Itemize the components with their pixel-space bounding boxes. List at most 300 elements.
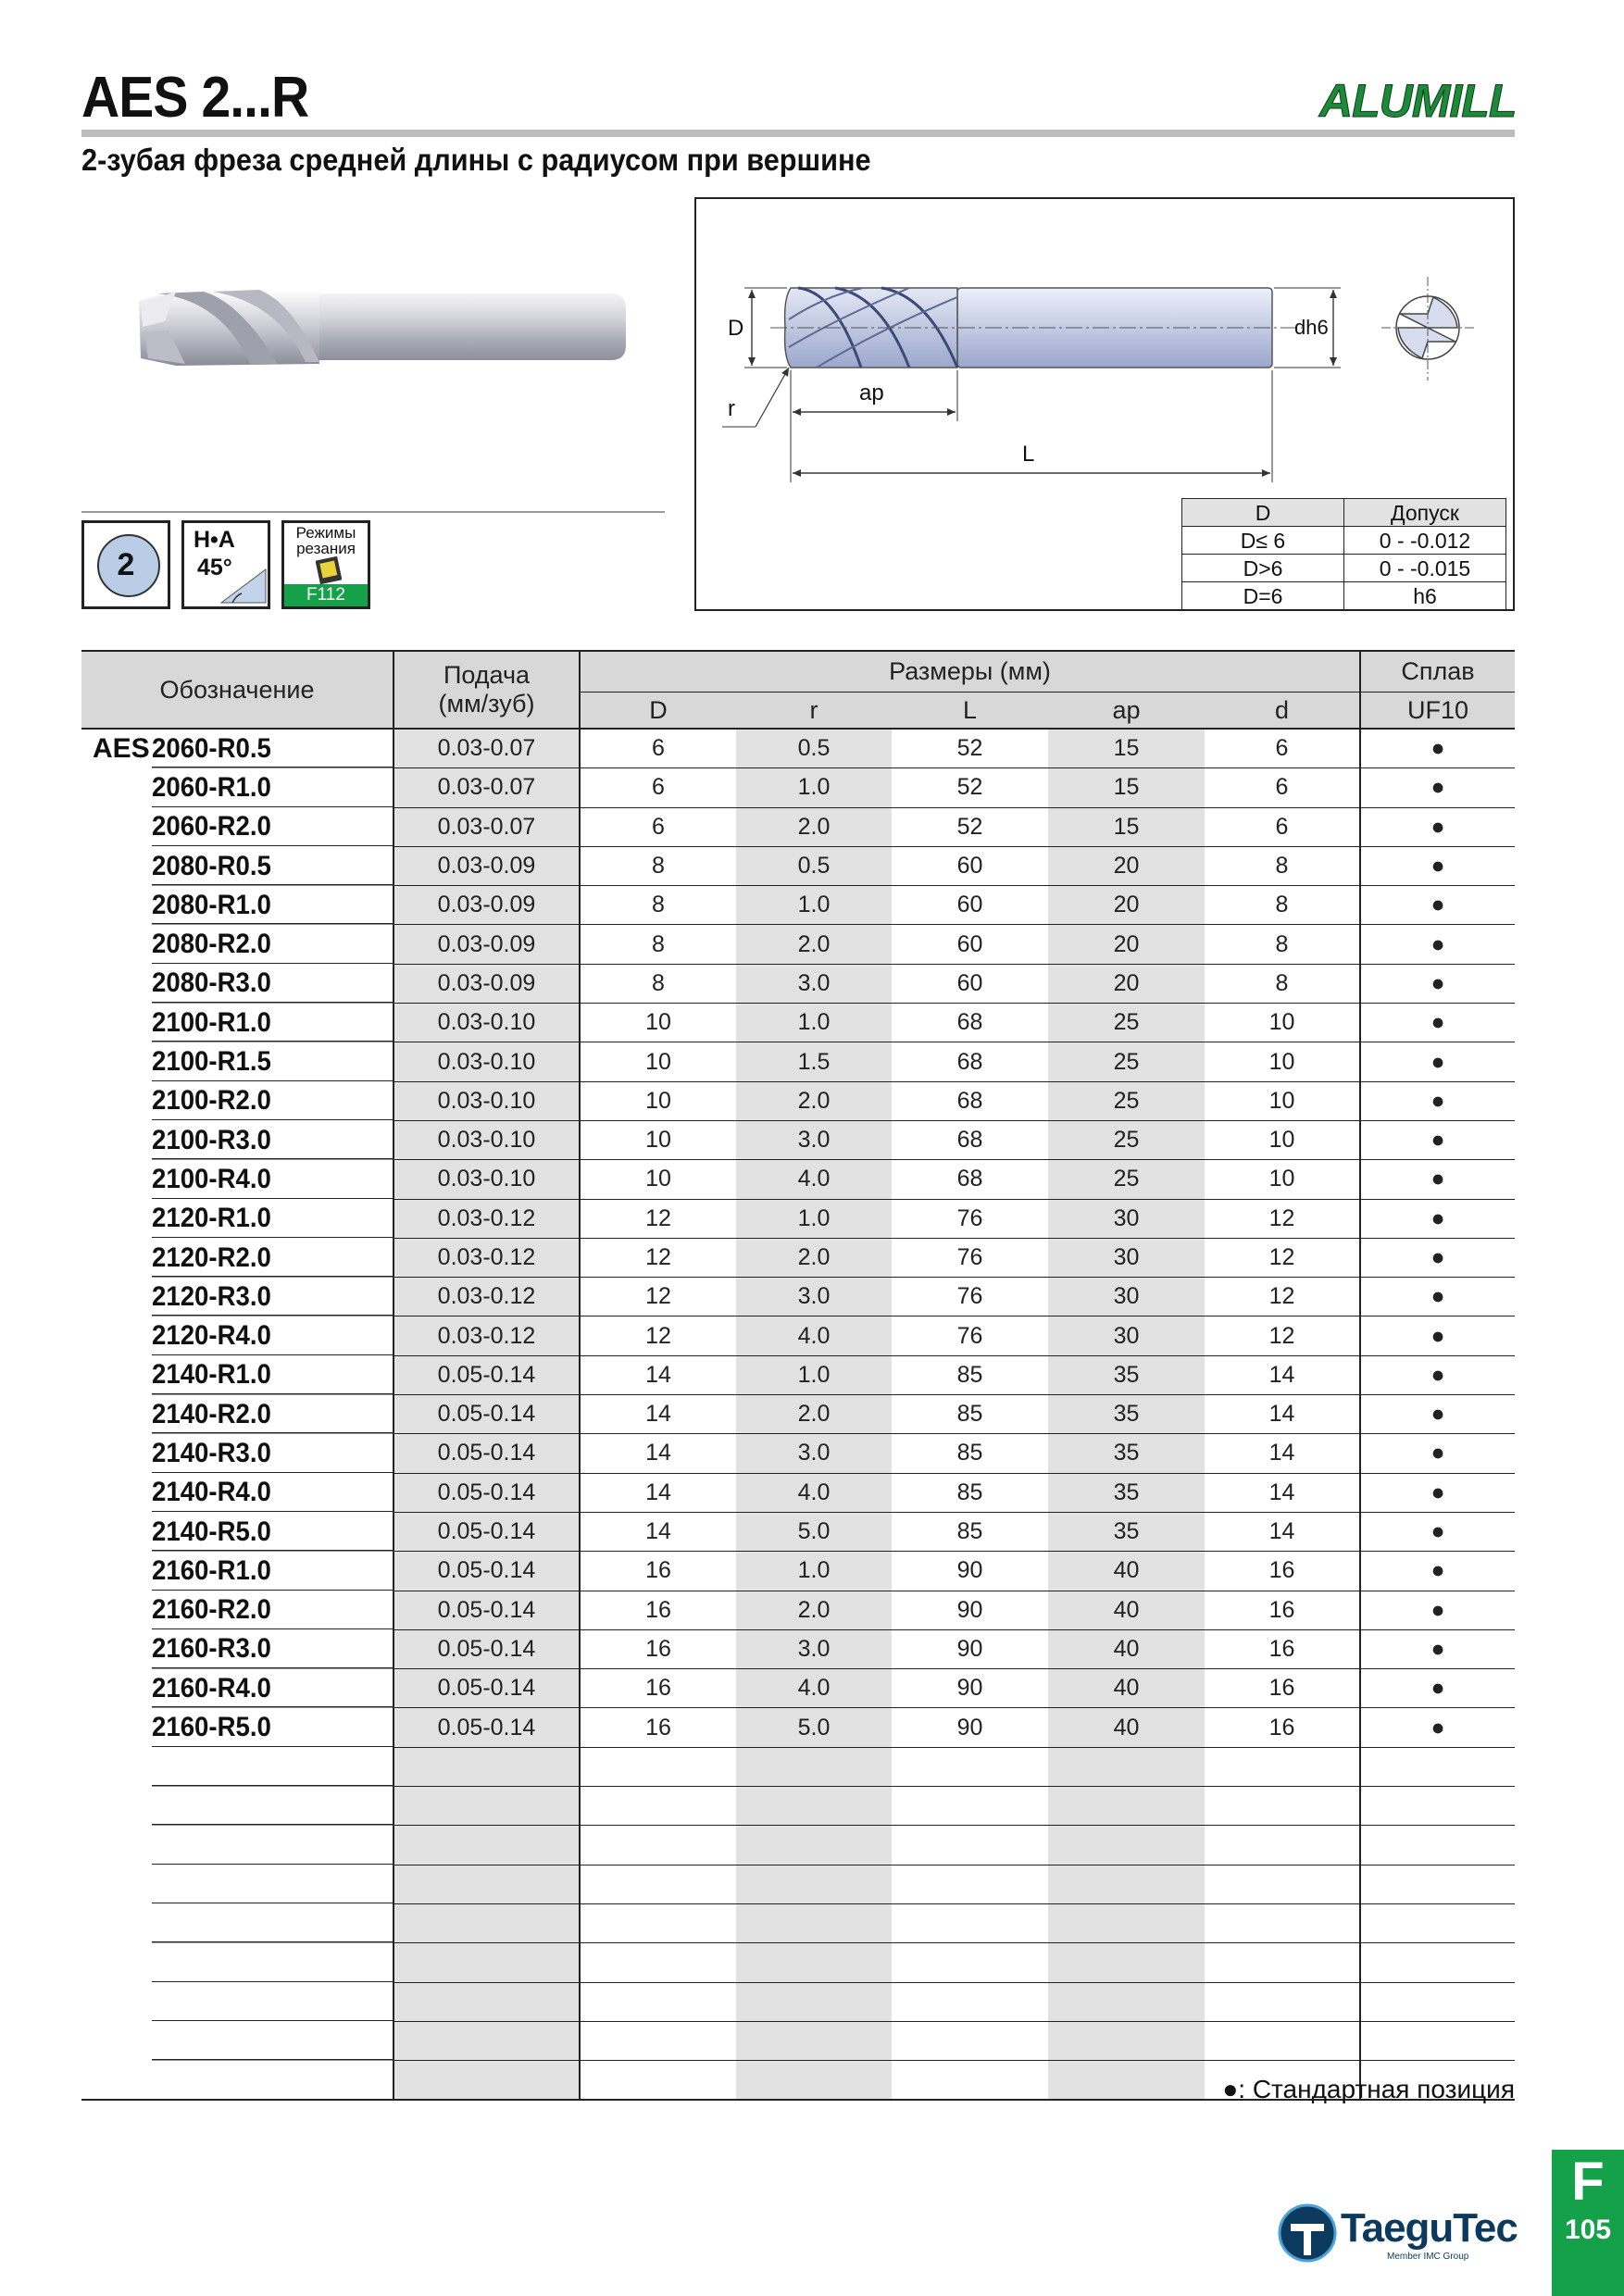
cell-d: 8 (1205, 846, 1360, 885)
cell-stock: ● (1360, 1004, 1515, 1042)
cell-D: 12 (580, 1316, 736, 1355)
cell-stock: ● (1360, 1355, 1515, 1394)
cell-feed (394, 1787, 580, 1826)
cell-stock: ● (1360, 1552, 1515, 1591)
cell-D (580, 1826, 736, 1865)
cell-r: 2.0 (736, 1395, 892, 1434)
designation-code: 2060-R0.5 (152, 732, 271, 764)
cell-D: 10 (580, 1120, 736, 1159)
cell-r (736, 1903, 892, 1942)
cell-L (892, 2061, 1048, 2101)
cell-L: 90 (892, 1708, 1048, 1747)
cell-designation (81, 2061, 394, 2101)
cell-feed (394, 1903, 580, 1942)
cell-designation (81, 1512, 394, 1551)
cell-d: 10 (1205, 1081, 1360, 1120)
cell-D: 6 (580, 807, 736, 846)
cell-r (736, 2021, 892, 2060)
cell-designation (81, 807, 394, 846)
cell-ap: 20 (1048, 925, 1205, 964)
cell-r: 1.0 (736, 1552, 892, 1591)
cell-ap (1048, 2021, 1205, 2060)
cell-ap: 35 (1048, 1395, 1205, 1434)
cell-ap: 25 (1048, 1160, 1205, 1199)
cell-designation (81, 1708, 394, 1747)
designation-code: 2120-R4.0 (152, 1320, 271, 1352)
cell-designation (81, 1747, 394, 1786)
tol-cell: D=6 (1182, 582, 1344, 610)
cell-d: 10 (1205, 1160, 1360, 1199)
cell-D: 8 (580, 846, 736, 885)
cell-ap: 40 (1048, 1669, 1205, 1708)
designation-code: 2120-R3.0 (152, 1280, 271, 1312)
cell-stock (1360, 2021, 1515, 2060)
designation-code: 2140-R1.0 (152, 1359, 271, 1391)
cell-r: 4.0 (736, 1473, 892, 1512)
cell-d: 12 (1205, 1278, 1360, 1316)
designation-code: 2160-R5.0 (152, 1712, 271, 1743)
cell-D (580, 1747, 736, 1786)
designation-code: 2100-R2.0 (152, 1085, 271, 1117)
table-row (81, 1199, 1515, 1238)
cell-d: 10 (1205, 1004, 1360, 1042)
cutting-ref: F112 (284, 584, 368, 606)
taegutec-emblem-icon (1278, 2203, 1337, 2263)
table-row (81, 729, 1515, 768)
designation-code: 2080-R1.0 (152, 889, 271, 920)
page-number: 105 (1564, 2215, 1612, 2245)
cell-feed (394, 2021, 580, 2060)
cell-L: 52 (892, 729, 1048, 768)
cell-D: 8 (580, 925, 736, 964)
product-table-body (81, 729, 1515, 2100)
cell-ap (1048, 1826, 1205, 1865)
cell-feed: 0.05-0.14 (394, 1434, 580, 1473)
cell-L: 60 (892, 846, 1048, 885)
cell-designation (81, 1943, 394, 1982)
cell-d: 16 (1205, 1708, 1360, 1747)
empty-table-row (81, 1903, 1515, 1942)
cell-feed: 0.03-0.12 (394, 1278, 580, 1316)
cell-designation (81, 1120, 394, 1159)
technical-drawing (694, 197, 1515, 611)
cell-d (1205, 1787, 1360, 1826)
cell-d: 16 (1205, 1629, 1360, 1668)
cell-stock: ● (1360, 1238, 1515, 1277)
cell-stock (1360, 1943, 1515, 1982)
cell-designation (81, 886, 394, 925)
cell-r: 2.0 (736, 925, 892, 964)
taegutec-logo (1278, 2203, 1518, 2267)
table-row (81, 1042, 1515, 1081)
cell-designation (81, 1903, 394, 1942)
cell-L: 76 (892, 1278, 1048, 1316)
cell-d: 8 (1205, 886, 1360, 925)
cell-designation (81, 1865, 394, 1903)
cell-ap: 15 (1048, 729, 1205, 768)
empty-table-row (81, 2021, 1515, 2060)
cell-r: 5.0 (736, 1512, 892, 1551)
tol-cell: D≤ 6 (1182, 527, 1344, 555)
cell-designation (81, 768, 394, 807)
cell-d: 12 (1205, 1199, 1360, 1238)
cell-feed: 0.03-0.12 (394, 1199, 580, 1238)
empty-table-row (81, 1826, 1515, 1865)
cell-feed: 0.05-0.14 (394, 1591, 580, 1629)
cell-feed: 0.05-0.14 (394, 1512, 580, 1551)
cell-stock: ● (1360, 1669, 1515, 1708)
cell-stock (1360, 1787, 1515, 1826)
cell-ap: 20 (1048, 846, 1205, 885)
page-title: AES 2...R (81, 66, 309, 130)
cell-designation (81, 1552, 394, 1591)
cell-L (892, 1826, 1048, 1865)
cell-designation (81, 1787, 394, 1826)
helix-angle-icon (181, 520, 270, 609)
alumill-logo: ALUMILL (1319, 75, 1517, 127)
cell-designation (81, 1591, 394, 1629)
cell-d: 14 (1205, 1355, 1360, 1394)
cell-r: 1.0 (736, 1355, 892, 1394)
cell-feed (394, 2061, 580, 2101)
cell-r (736, 1826, 892, 1865)
cell-D: 6 (580, 768, 736, 807)
designation-code: 2100-R1.5 (152, 1046, 271, 1078)
cell-ap: 15 (1048, 807, 1205, 846)
cell-feed (394, 1943, 580, 1982)
cell-ap (1048, 1787, 1205, 1826)
cell-stock: ● (1360, 1081, 1515, 1120)
cell-D: 14 (580, 1395, 736, 1434)
cell-r: 2.0 (736, 1591, 892, 1629)
header-rule (81, 130, 1515, 137)
table-row (81, 1629, 1515, 1668)
cell-stock: ● (1360, 1395, 1515, 1434)
cell-stock (1360, 1747, 1515, 1786)
cell-r: 4.0 (736, 1316, 892, 1355)
cell-ap: 40 (1048, 1708, 1205, 1747)
table-row (81, 886, 1515, 925)
cell-D (580, 1982, 736, 2021)
cell-D: 14 (580, 1434, 736, 1473)
cell-stock: ● (1360, 1629, 1515, 1668)
cell-designation (81, 1629, 394, 1668)
cell-designation (81, 1081, 394, 1120)
cell-D: 8 (580, 886, 736, 925)
table-row (81, 1708, 1515, 1747)
cell-L: 60 (892, 964, 1048, 1003)
label-dh6: dh6 (1294, 316, 1329, 339)
cell-L: 68 (892, 1120, 1048, 1159)
table-row (81, 1591, 1515, 1629)
table-row (81, 1512, 1515, 1551)
cell-r: 0.5 (736, 729, 892, 768)
tol-cell: 0 - -0.015 (1344, 555, 1506, 582)
empty-table-row (81, 1787, 1515, 1826)
cell-L: 68 (892, 1081, 1048, 1120)
brand-name: TaeguTec (1341, 2205, 1518, 2251)
cell-D: 16 (580, 1708, 736, 1747)
cell-L: 85 (892, 1355, 1048, 1394)
cell-ap: 35 (1048, 1434, 1205, 1473)
cell-r: 3.0 (736, 1278, 892, 1316)
cell-designation (81, 1004, 394, 1042)
designation-code: 2160-R1.0 (152, 1554, 271, 1586)
label-r: r (728, 396, 735, 421)
cell-r (736, 1865, 892, 1903)
cell-D: 10 (580, 1081, 736, 1120)
cell-feed: 0.03-0.09 (394, 964, 580, 1003)
label-ap: ap (859, 381, 884, 406)
cell-stock: ● (1360, 768, 1515, 807)
designation-code: 2100-R3.0 (152, 1124, 271, 1155)
cell-r (736, 1747, 892, 1786)
cell-feed: 0.05-0.14 (394, 1708, 580, 1747)
helix-angle: 45° (197, 555, 232, 580)
cell-d: 16 (1205, 1669, 1360, 1708)
cell-D: 10 (580, 1042, 736, 1081)
product-table (81, 650, 1515, 2101)
table-row (81, 1669, 1515, 1708)
header-D: D (580, 693, 736, 730)
flute-count-icon (81, 520, 170, 609)
header-dimensions: Размеры (мм) (580, 651, 1360, 693)
cell-D: 14 (580, 1512, 736, 1551)
cell-D (580, 1903, 736, 1942)
cell-feed (394, 1826, 580, 1865)
cell-d (1205, 1865, 1360, 1903)
cell-stock: ● (1360, 1434, 1515, 1473)
designation-code: 2140-R2.0 (152, 1398, 271, 1429)
tol-header-tol: Допуск (1344, 499, 1506, 527)
cell-feed: 0.03-0.07 (394, 729, 580, 768)
cell-designation (81, 1669, 394, 1708)
cell-D: 10 (580, 1160, 736, 1199)
cell-d: 12 (1205, 1316, 1360, 1355)
cell-d: 8 (1205, 925, 1360, 964)
cell-designation (81, 1278, 394, 1316)
book-icon (316, 556, 342, 584)
cell-designation (81, 1160, 394, 1199)
cell-feed: 0.05-0.14 (394, 1552, 580, 1591)
header-L: L (892, 693, 1048, 730)
flute-count: 2 (117, 547, 135, 582)
cell-d: 10 (1205, 1042, 1360, 1081)
cell-L: 76 (892, 1316, 1048, 1355)
cutting-conditions-icon[interactable] (281, 520, 370, 609)
cell-r: 1.5 (736, 1042, 892, 1081)
cell-L: 85 (892, 1512, 1048, 1551)
cell-feed: 0.03-0.09 (394, 925, 580, 964)
cell-ap: 40 (1048, 1591, 1205, 1629)
table-row (81, 925, 1515, 964)
cell-stock: ● (1360, 1199, 1515, 1238)
cell-L (892, 1747, 1048, 1786)
section-tab (1552, 2150, 1624, 2296)
cell-L: 90 (892, 1552, 1048, 1591)
cell-d: 6 (1205, 768, 1360, 807)
cell-d: 12 (1205, 1238, 1360, 1277)
cell-L: 60 (892, 886, 1048, 925)
cell-D: 16 (580, 1669, 736, 1708)
legend-standard: ●: Стандартная позиция (1222, 2075, 1515, 2103)
cell-feed: 0.03-0.09 (394, 886, 580, 925)
cell-feed: 0.05-0.14 (394, 1669, 580, 1708)
cell-stock (1360, 1982, 1515, 2021)
section-letter: F (1571, 2152, 1605, 2212)
cell-stock (1360, 1826, 1515, 1865)
cell-d: 10 (1205, 1120, 1360, 1159)
cell-d (1205, 1826, 1360, 1865)
cutting-label: Режимы резания (295, 524, 356, 557)
cell-stock: ● (1360, 1473, 1515, 1512)
table-row (81, 1434, 1515, 1473)
cell-D: 12 (580, 1278, 736, 1316)
cell-ap: 30 (1048, 1278, 1205, 1316)
cell-r (736, 1982, 892, 2021)
label-D: D (728, 316, 744, 341)
cell-D: 14 (580, 1473, 736, 1512)
cell-d: 14 (1205, 1512, 1360, 1551)
cell-r (736, 1943, 892, 1982)
cell-r: 3.0 (736, 1629, 892, 1668)
cell-feed: 0.03-0.07 (394, 807, 580, 846)
cell-stock: ● (1360, 1278, 1515, 1316)
cell-designation (81, 964, 394, 1003)
cell-feed: 0.05-0.14 (394, 1629, 580, 1668)
cell-d: 8 (1205, 964, 1360, 1003)
brand-sub: Member IMC Group (1387, 2252, 1469, 2262)
table-row (81, 1278, 1515, 1316)
cell-D: 14 (580, 1355, 736, 1394)
designation-code: 2080-R3.0 (152, 967, 271, 999)
cell-feed: 0.05-0.14 (394, 1355, 580, 1394)
cell-ap: 40 (1048, 1552, 1205, 1591)
designation-code: 2160-R2.0 (152, 1594, 271, 1626)
cell-r: 1.0 (736, 886, 892, 925)
cell-feed (394, 1747, 580, 1786)
cell-ap: 30 (1048, 1199, 1205, 1238)
table-row (81, 1120, 1515, 1159)
cell-r: 1.0 (736, 1199, 892, 1238)
cell-D (580, 1865, 736, 1903)
cell-D: 6 (580, 729, 736, 768)
designation-prefix: AES (93, 732, 150, 764)
cell-L: 90 (892, 1629, 1048, 1668)
header-d: d (1205, 693, 1360, 730)
cell-stock: ● (1360, 729, 1515, 768)
cell-stock: ● (1360, 1042, 1515, 1081)
cell-L (892, 2021, 1048, 2060)
cell-d (1205, 1747, 1360, 1786)
cell-ap: 35 (1048, 1355, 1205, 1394)
cell-feed: 0.03-0.12 (394, 1238, 580, 1277)
page-subtitle: 2-зубая фреза средней длины с радиусом при вершине (81, 143, 871, 177)
cell-L: 60 (892, 925, 1048, 964)
tol-header-d: D (1182, 499, 1344, 527)
cell-r (736, 2061, 892, 2101)
cell-designation (81, 1982, 394, 2021)
cell-feed: 0.03-0.10 (394, 1160, 580, 1199)
cell-stock: ● (1360, 886, 1515, 925)
cell-designation (81, 846, 394, 885)
cell-feed: 0.03-0.10 (394, 1081, 580, 1120)
end-mill-photo (120, 236, 639, 393)
designation-code: 2080-R2.0 (152, 929, 271, 960)
designation-code: 2140-R4.0 (152, 1477, 271, 1508)
cell-L: 68 (892, 1042, 1048, 1081)
cell-designation (81, 1238, 394, 1277)
cell-L: 68 (892, 1160, 1048, 1199)
cell-r: 1.0 (736, 1004, 892, 1042)
cell-designation (81, 925, 394, 964)
cell-stock: ● (1360, 925, 1515, 964)
cell-feed: 0.03-0.10 (394, 1042, 580, 1081)
cell-stock: ● (1360, 1120, 1515, 1159)
tol-cell: D>6 (1182, 555, 1344, 582)
cell-ap: 40 (1048, 1629, 1205, 1668)
cell-D (580, 2021, 736, 2060)
cell-L (892, 1943, 1048, 1982)
table-row (81, 1355, 1515, 1394)
cell-d (1205, 1903, 1360, 1942)
photo-rule (81, 511, 665, 513)
cell-d: 16 (1205, 1591, 1360, 1629)
table-row (81, 1004, 1515, 1042)
cell-d: 16 (1205, 1552, 1360, 1591)
cell-designation (81, 1199, 394, 1238)
header-designation: Обозначение (81, 651, 394, 729)
cell-feed: 0.03-0.12 (394, 1316, 580, 1355)
cell-ap (1048, 1747, 1205, 1786)
table-row (81, 1473, 1515, 1512)
table-row (81, 1552, 1515, 1591)
designation-code: 2060-R2.0 (152, 811, 271, 842)
cell-feed: 0.03-0.10 (394, 1004, 580, 1042)
cell-d (1205, 2021, 1360, 2060)
cell-D: 12 (580, 1238, 736, 1277)
cell-ap (1048, 1865, 1205, 1903)
cell-ap: 25 (1048, 1081, 1205, 1120)
cell-r: 2.0 (736, 807, 892, 846)
cell-d (1205, 1943, 1360, 1982)
cell-stock: ● (1360, 1708, 1515, 1747)
table-row (81, 1316, 1515, 1355)
cell-L: 76 (892, 1199, 1048, 1238)
cell-feed: 0.05-0.14 (394, 1473, 580, 1512)
cell-designation (81, 1826, 394, 1865)
cell-L: 85 (892, 1434, 1048, 1473)
cell-D: 10 (580, 1004, 736, 1042)
cell-stock: ● (1360, 807, 1515, 846)
cell-L (892, 1982, 1048, 2021)
drawing-svg (696, 199, 1513, 495)
cell-d: 6 (1205, 729, 1360, 768)
cell-D: 8 (580, 964, 736, 1003)
designation-code: 2140-R5.0 (152, 1516, 271, 1547)
cell-feed: 0.03-0.07 (394, 768, 580, 807)
cell-designation (81, 1473, 394, 1512)
cell-feed (394, 1982, 580, 2021)
cell-r: 4.0 (736, 1160, 892, 1199)
table-row (81, 768, 1515, 807)
cell-designation (81, 1316, 394, 1355)
cell-ap (1048, 1943, 1205, 1982)
empty-table-row (81, 1747, 1515, 1786)
header-alloy: Сплав (1360, 651, 1515, 693)
cell-r: 3.0 (736, 1120, 892, 1159)
cell-L: 85 (892, 1395, 1048, 1434)
